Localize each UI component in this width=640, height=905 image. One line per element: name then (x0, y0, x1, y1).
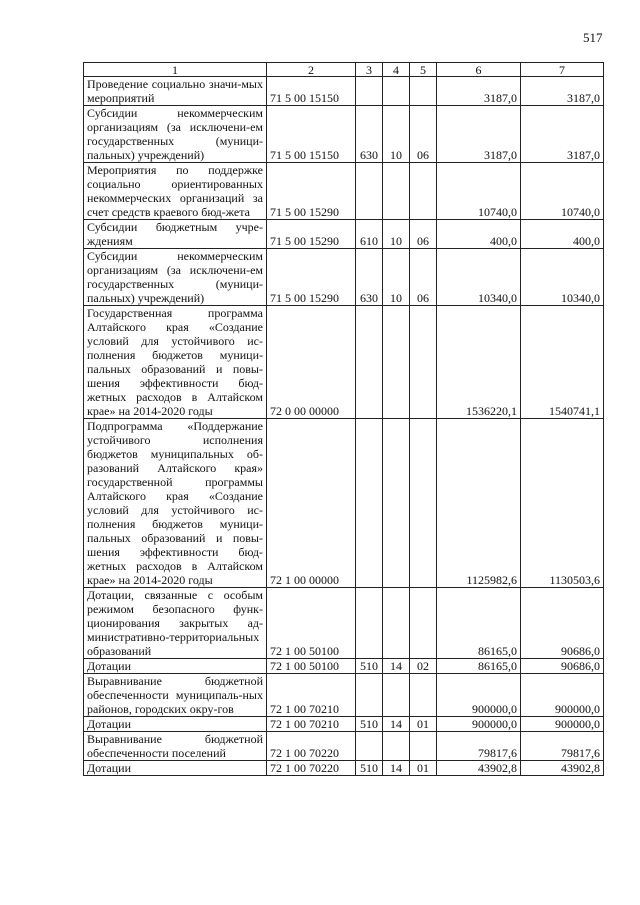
row-code: 71 5 00 15290 (267, 220, 356, 249)
row-value-6: 86165,0 (437, 588, 521, 659)
row-name: Субсидии некоммерческим организациям (за исключени-ем государственных (муници-пальных) учреждений) (84, 106, 267, 163)
row-col4 (383, 163, 410, 220)
row-value-6: 10740,0 (437, 163, 521, 220)
row-name: Выравнивание бюджетной обеспеченности поселений (84, 732, 267, 761)
row-value-6: 1125982,6 (437, 419, 521, 588)
row-col3 (356, 674, 383, 717)
row-col4: 10 (383, 249, 410, 306)
row-col5: 01 (410, 761, 437, 776)
row-value-6: 3187,0 (437, 77, 521, 106)
row-value-7: 3187,0 (521, 106, 604, 163)
table-row (84, 588, 604, 659)
row-name: Дотации (84, 761, 267, 776)
table-row (84, 732, 604, 761)
row-code: 72 1 00 50100 (267, 588, 356, 659)
row-value-7: 3187,0 (521, 77, 604, 106)
row-col4: 14 (383, 761, 410, 776)
row-name: Субсидии некоммерческим организациям (за исключени-ем государственных (муници-пальных) учреждений) (84, 249, 267, 306)
row-col4: 14 (383, 717, 410, 732)
row-col4 (383, 306, 410, 419)
row-name: Дотации (84, 659, 267, 674)
row-code: 72 1 00 50100 (267, 659, 356, 674)
row-col5 (410, 674, 437, 717)
row-col5: 06 (410, 220, 437, 249)
col-header-4: 4 (383, 63, 410, 77)
row-col3: 630 (356, 106, 383, 163)
table-row (84, 674, 604, 717)
row-col5 (410, 163, 437, 220)
row-value-6: 79817,6 (437, 732, 521, 761)
page-number: 517 (583, 30, 603, 45)
row-name: Субсидии бюджетным учре-ждениям (84, 220, 267, 249)
row-code: 72 0 00 00000 (267, 306, 356, 419)
row-col3 (356, 419, 383, 588)
row-code: 71 5 00 15290 (267, 249, 356, 306)
row-code: 72 1 00 70210 (267, 717, 356, 732)
row-col3: 630 (356, 249, 383, 306)
row-col5 (410, 419, 437, 588)
row-col3: 510 (356, 717, 383, 732)
row-code: 71 5 00 15150 (267, 106, 356, 163)
row-name: Дотации (84, 717, 267, 732)
row-name: Дотации, связанные с особым режимом безопасного функ-ционирования закрытых ад-министративно-территориальных образований (84, 588, 267, 659)
table-row (84, 163, 604, 220)
row-code: 71 5 00 15150 (267, 77, 356, 106)
row-name: Выравнивание бюджетной обеспеченности муниципаль-ных районов, городских окру-гов (84, 674, 267, 717)
row-col4: 10 (383, 220, 410, 249)
col-header-3: 3 (356, 63, 383, 77)
row-col5 (410, 732, 437, 761)
row-code: 72 1 00 70210 (267, 674, 356, 717)
table-row (84, 220, 604, 249)
header-row (84, 63, 604, 77)
row-col5 (410, 77, 437, 106)
row-value-7: 43902,8 (521, 761, 604, 776)
col-header-5: 5 (410, 63, 437, 77)
row-name: Проведение социально значи-мых мероприятий (84, 77, 267, 106)
row-col3 (356, 732, 383, 761)
col-header-2: 2 (267, 63, 356, 77)
row-col3 (356, 77, 383, 106)
row-value-7: 90686,0 (521, 659, 604, 674)
row-name: Государственная программа Алтайского края «Создание условий для устойчивого ис-полнения бюджетов муници-пальных образований и повы-шения эффективности бюд-жетных расходов в Алтайском крае» на 2014-2020 годы (84, 306, 267, 419)
row-value-6: 900000,0 (437, 717, 521, 732)
row-value-6: 43902,8 (437, 761, 521, 776)
row-col3 (356, 163, 383, 220)
row-value-6: 400,0 (437, 220, 521, 249)
row-code: 71 5 00 15290 (267, 163, 356, 220)
row-col3: 510 (356, 659, 383, 674)
row-col4: 14 (383, 659, 410, 674)
row-value-6: 3187,0 (437, 106, 521, 163)
row-value-7: 400,0 (521, 220, 604, 249)
row-value-7: 10340,0 (521, 249, 604, 306)
row-col5: 06 (410, 106, 437, 163)
row-col4 (383, 419, 410, 588)
row-value-6: 10340,0 (437, 249, 521, 306)
row-value-7: 900000,0 (521, 674, 604, 717)
row-value-7: 1130503,6 (521, 419, 604, 588)
row-value-7: 10740,0 (521, 163, 604, 220)
row-col3 (356, 588, 383, 659)
row-code: 72 1 00 00000 (267, 419, 356, 588)
row-name: Подпрограмма «Поддержание устойчивого исполнения бюджетов муниципальных об-разований Алтайского края» государственной программы Алтайского края «Создание условий для устойчивого ис-полнения бюджетов муници-пальных образований и повы-шения эффективности бюд-жетных расходов в Алтайском крае» на 2014-2020 годы (84, 419, 267, 588)
table-row (84, 77, 604, 106)
table-row (84, 659, 604, 674)
row-col5: 01 (410, 717, 437, 732)
row-value-7: 90686,0 (521, 588, 604, 659)
row-col4 (383, 732, 410, 761)
row-col4: 10 (383, 106, 410, 163)
row-col4 (383, 674, 410, 717)
row-col3: 610 (356, 220, 383, 249)
row-value-7: 79817,6 (521, 732, 604, 761)
table-row (84, 249, 604, 306)
row-col5 (410, 306, 437, 419)
row-code: 72 1 00 70220 (267, 732, 356, 761)
table-row (84, 306, 604, 419)
row-value-7: 900000,0 (521, 717, 604, 732)
row-value-7: 1540741,1 (521, 306, 604, 419)
col-header-7: 7 (521, 63, 604, 77)
row-code: 72 1 00 70220 (267, 761, 356, 776)
row-col5: 02 (410, 659, 437, 674)
table-row (84, 419, 604, 588)
row-value-6: 900000,0 (437, 674, 521, 717)
table-row (84, 761, 604, 776)
row-value-6: 1536220,1 (437, 306, 521, 419)
row-col4 (383, 588, 410, 659)
row-col4 (383, 77, 410, 106)
row-value-6: 86165,0 (437, 659, 521, 674)
row-name: Мероприятия по поддержке социально ориентированных некоммерческих организаций за счет средств краевого бюд-жета (84, 163, 267, 220)
table-row (84, 717, 604, 732)
budget-table (83, 62, 604, 776)
col-header-1: 1 (84, 63, 267, 77)
table-row (84, 106, 604, 163)
row-col3 (356, 306, 383, 419)
row-col5: 06 (410, 249, 437, 306)
row-col5 (410, 588, 437, 659)
col-header-6: 6 (437, 63, 521, 77)
row-col3: 510 (356, 761, 383, 776)
